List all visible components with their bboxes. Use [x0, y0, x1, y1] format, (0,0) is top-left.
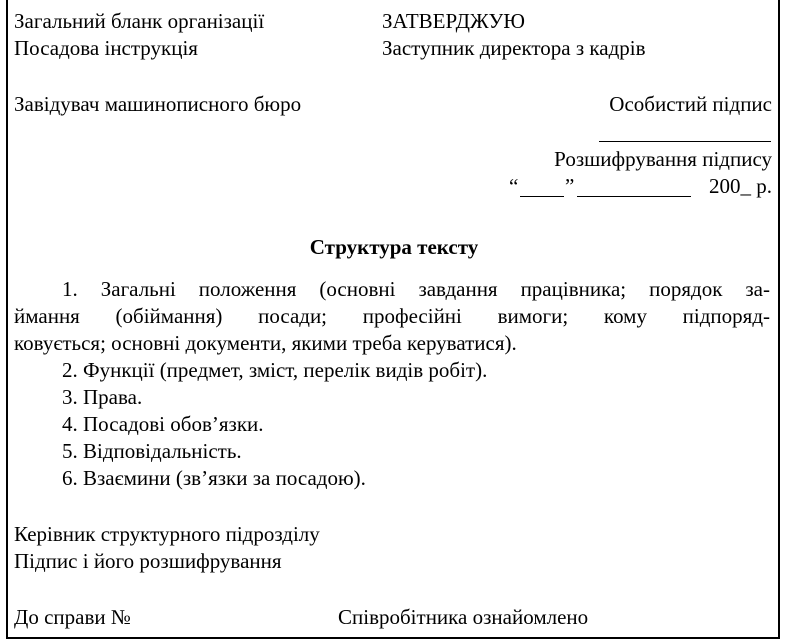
signature-line: [599, 141, 771, 142]
personal-signature-label: Особистий підпис: [609, 92, 772, 116]
list-item: 3. Права.: [62, 385, 143, 409]
approve-label: ЗАТВЕРДЖУЮ: [382, 9, 525, 33]
doc-type-label: Посадова інструкція: [14, 36, 198, 60]
date-day-blank: [520, 196, 564, 197]
item-1-line-2: ймання (обіймання) посади; професійні вимоги; кому підпоряд-: [14, 304, 770, 328]
list-item: 6. Взаємини (зв’язки за посадою).: [62, 466, 366, 490]
acquainted-label: Співробітника ознайомлено: [338, 605, 589, 629]
list-item: 4. Посадові обов’язки.: [62, 412, 264, 436]
item-1-line-1: 1. Загальні положення (основні завдання працівника; порядок за-: [62, 277, 770, 301]
case-number-label: До справи №: [14, 605, 131, 629]
date-month-blank: [577, 196, 691, 197]
org-blank-label: Загальний бланк організації: [14, 9, 265, 33]
approver-title: Заступник директора з кадрів: [382, 36, 646, 60]
list-item: 2. Функції (предмет, зміст, перелік видів робіт).: [62, 358, 488, 382]
signature-decode-label: Розшифрування підпису: [554, 147, 772, 171]
item-1-line-3: ковується; основні документи, якими треба керуватися).: [14, 331, 517, 355]
head-signature-label: Підпис і його розшифрування: [14, 549, 282, 573]
position-title: Завідувач машинописного бюро: [14, 92, 302, 116]
date-year: 200_ р.: [709, 174, 772, 198]
head-of-unit-label: Керівник структурного підрозділу: [14, 522, 320, 546]
date-quote-close: ”: [565, 174, 575, 198]
list-item: 5. Відповідальність.: [62, 439, 242, 463]
date-quote-open: “: [509, 174, 519, 198]
structure-heading: Структура тексту: [309, 235, 479, 259]
